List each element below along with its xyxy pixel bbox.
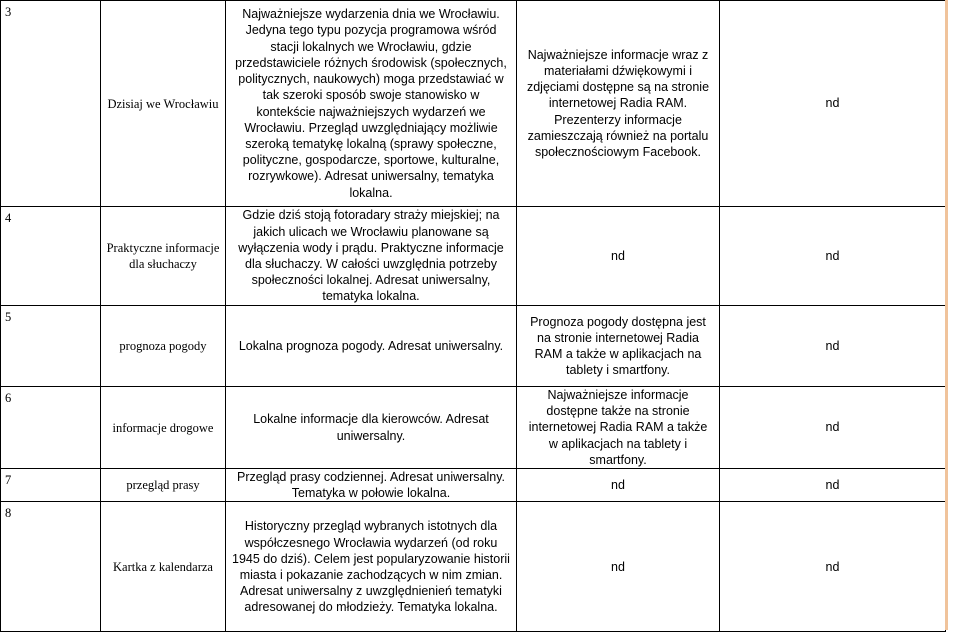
table-row (1, 387, 946, 469)
row-number: 6 (1, 387, 101, 469)
program-description: Gdzie dziś stoją fotoradary straży miejskiej; na jakich ulicach we Wrocławiu planowane są wyłączenia wody i prądu. Praktyczne informacje dla słuchaczy. W całości uwzględnia potrzeby społeczności lokalnej. Adresat uniwersalny, tematyka lokalna. (226, 207, 517, 306)
program-description: Historyczny przegląd wybranych istotnych dla współczesnego Wrocławia wydarzeń (od roku 1945 do dziś). Celem jest popularyzowanie historii miasta i pokazanie zachodzących w nim zmian. Adresat uniwersalny z uwzględnienień tematyki adresowanej do młodzieży. Tematyka lokalna. (226, 502, 517, 632)
program-name: Dzisiaj we Wrocławiu (101, 1, 226, 207)
program-name: Praktyczne informacje dla słuchaczy (101, 207, 226, 306)
program-nd: nd (720, 502, 946, 632)
program-name: Kartka z kalendarza (101, 502, 226, 632)
program-name: informacje drogowe (101, 387, 226, 469)
program-name: przegląd prasy (101, 469, 226, 502)
program-availability: nd (517, 469, 720, 502)
program-availability: Najważniejsze informacje dostępne także na stronie internetowej Radia RAM a także w aplikacjach na tablety i smartfony. (517, 387, 720, 469)
table-row (1, 306, 946, 387)
program-nd: nd (720, 306, 946, 387)
table-row (1, 502, 946, 632)
row-number: 7 (1, 469, 101, 502)
program-description: Lokalne informacje dla kierowców. Adresat uniwersalny. (226, 387, 517, 469)
program-description: Przegląd prasy codziennej. Adresat uniwersalny. Tematyka w połowie lokalna. (226, 469, 517, 502)
program-availability: Najważniejsze informacje wraz z materiałami dźwiękowymi i zdjęciami dostępne są na stronie internetowej Radia RAM. Prezenterzy informacje zamieszczają również na portalu społecznościowym Facebook. (517, 1, 720, 207)
page-margin (948, 0, 960, 633)
row-number: 4 (1, 207, 101, 306)
program-availability: nd (517, 502, 720, 632)
row-number: 8 (1, 502, 101, 632)
table-row (1, 469, 946, 502)
program-nd: nd (720, 1, 946, 207)
program-availability: nd (517, 207, 720, 306)
table-row (1, 207, 946, 306)
row-number: 5 (1, 306, 101, 387)
program-description: Lokalna prognoza pogody. Adresat uniwersalny. (226, 306, 517, 387)
row-number: 3 (1, 1, 101, 207)
table-row (1, 1, 946, 207)
program-nd: nd (720, 387, 946, 469)
program-nd: nd (720, 469, 946, 502)
program-name: prognoza pogody (101, 306, 226, 387)
program-description: Najważniejsze wydarzenia dnia we Wrocławiu. Jedyna tego typu pozycja programowa wśród stacji lokalnych we Wrocławiu, gdzie przedstawiciele różnych środowisk (społecznych, politycznych, naukowych) moga przedstawiać w tak szeroki sposób swoje stanowisko w kontekście najważniejszych wydarzeń we Wrocławiu. Przegląd uwzględniający możliwie szeroką tematykę lokalną (sprawy społeczne, polityczne, gospodarcze, sportowe, kulturalne, rozrywkowe). Adresat uniwersalny, tematyka lokalna. (226, 1, 517, 207)
program-availability: Prognoza pogody dostępna jest na stronie internetowej Radia RAM a także w aplikacjach na tablety i smartfony. (517, 306, 720, 387)
program-nd: nd (720, 207, 946, 306)
